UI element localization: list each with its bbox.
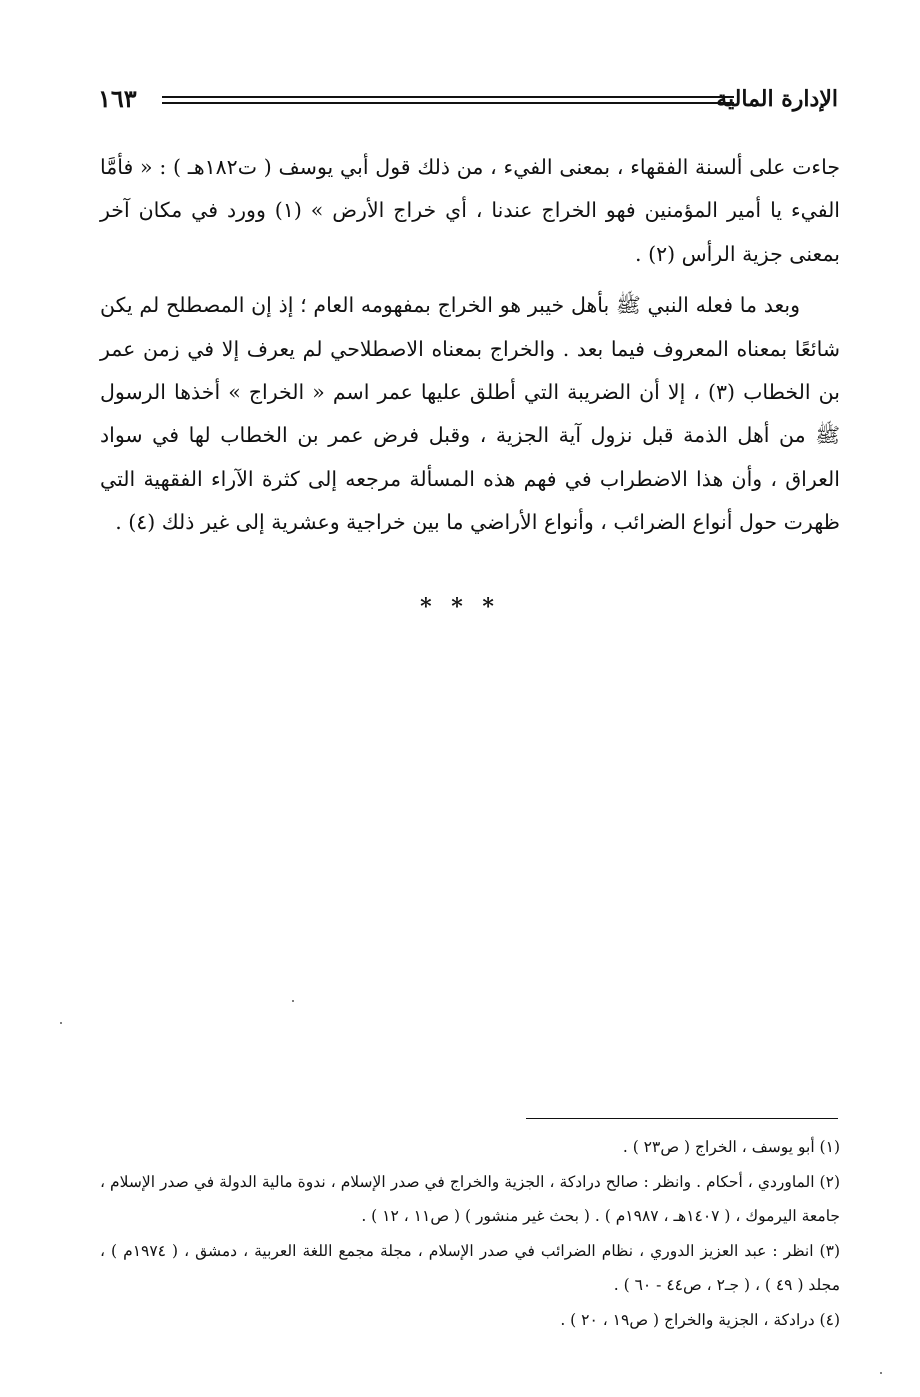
main-text: [100, 146, 840, 553]
footnote-4: (٤) درادكة ، الجزية والخراج ( ص١٩ ، ٢٠ ) .: [560, 1310, 840, 1329]
page-header: [98, 82, 838, 122]
footnote-3: (٣) انظر : عبد العزيز الدوري ، نظام الضرائب في صدر الإسلام ، مجلة مجمع اللغة العربية ، دمشق ، ( ١٩٧٤م ) ، مجلد ( ٤٩ ) ، ( جـ٢ ، ص٤٤ - ٦٠ ) .: [100, 1241, 840, 1294]
running-title: الإدارة المالية: [716, 86, 838, 112]
section-separator: * * *: [420, 594, 500, 620]
page-number: ١٦٣: [98, 84, 137, 113]
scan-speck: [880, 1372, 882, 1374]
footnote-1: (١) أبو يوسف ، الخراج ( ص٢٣ ) .: [622, 1138, 840, 1156]
scan-speck: [60, 1022, 62, 1024]
header-double-rule: [162, 96, 734, 104]
scan-speck: [292, 1000, 294, 1002]
footnote-2: (٢) الماوردي ، أحكام . وانظر : صالح درادكة ، الجزية والخراج في صدر الإسلام ، ندوة مالية الدولة في صدر الإسلام ، جامعة اليرموك ، ( ١٤٠٧هـ ، ١٩٨٧م ) . ( بحث غير منشور ) ( ص١١ ، ١٢ ) .: [100, 1172, 840, 1225]
paragraph-1: جاءت على ألسنة الفقهاء ، بمعنى الفيء ، من ذلك قول أبي يوسف ( ت١٨٢هـ ) : « فأمَّا الفيء يا أمير المؤمنين فهو الخراج عندنا ، أي خراج الأرض » (١) وورد في مكان آخر بمعنى جزية الرأس (٢) .: [100, 155, 841, 266]
footnotes: [100, 1130, 840, 1337]
footnote-rule: [526, 1118, 838, 1119]
paragraph-2: وبعد ما فعله النبي ﷺ بأهل خيبر هو الخراج بمفهومه العام ؛ إذ إن المصطلح لم يكن شائعًا بمعناه المعروف فيما بعد . والخراج بمعناه الاصطلاحي لم يعرف إلا في زمن عمر بن الخطاب (٣) ، إلا أن الضريبة التي أطلق عليها عمر اسم « الخراج » أخذها الرسول ﷺ من أهل الذمة قبل نزول آية الجزية ، وقبل فرض عمر بن الخطاب لها في سواد العراق ، وأن هذا الاضطراب في فهم هذه المسألة مرجعه إلى كثرة الآراء الفقهية التي ظهرت حول أنواع الضرائب ، وأنواع الأراضي ما بين خراجية وعشرية إلى غير ذلك (٤) .: [100, 293, 840, 535]
